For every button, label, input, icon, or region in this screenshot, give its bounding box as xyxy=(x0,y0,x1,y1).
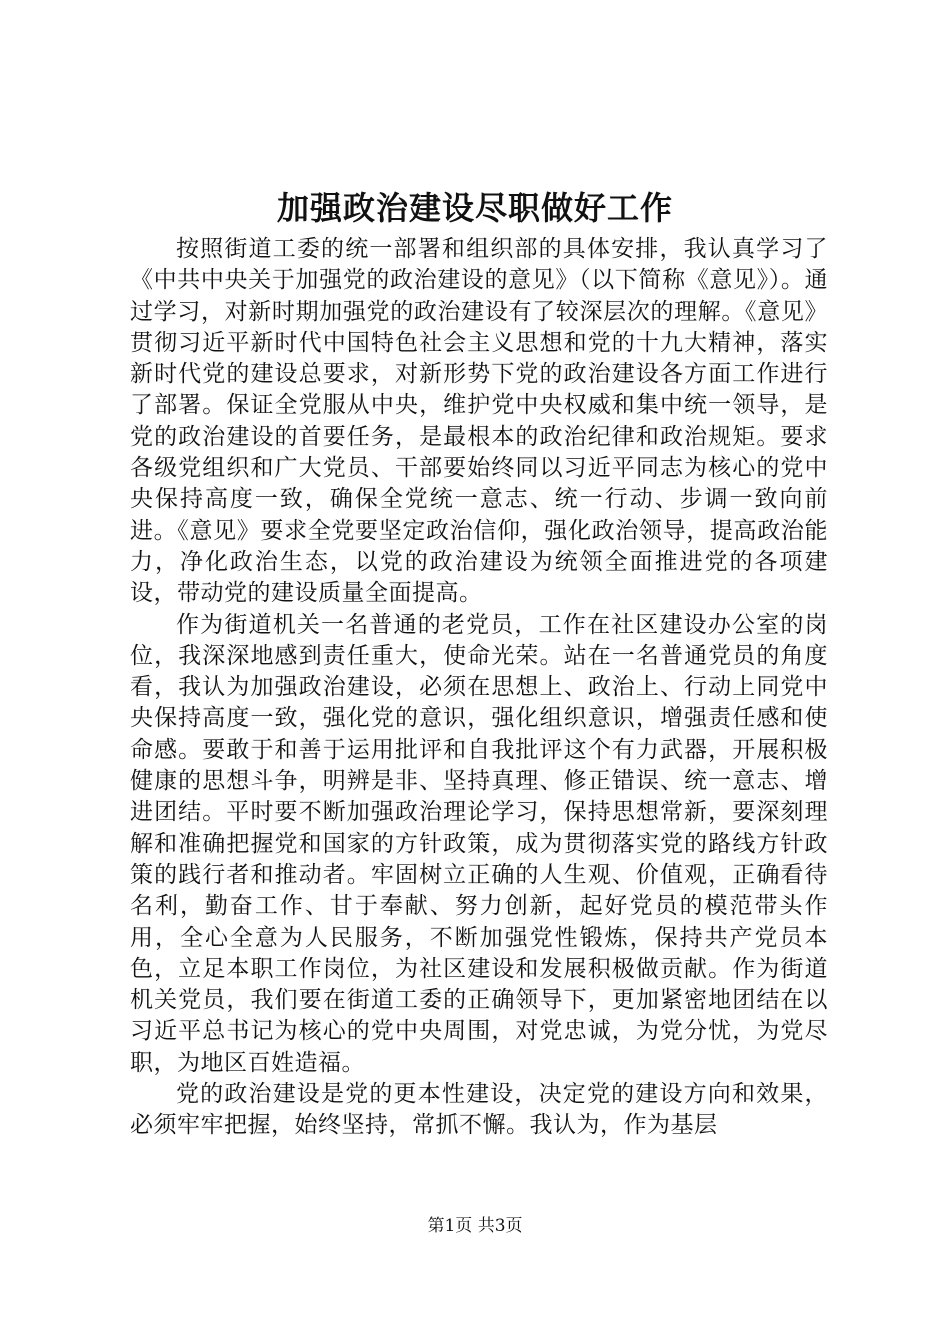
paragraph-1: 按照街道工委的统一部署和组织部的具体安排，我认真学习了《中共中央关于加强党的政治建设的意见》（以下简称《意见》）。通过学习，对新时期加强党的政治建设有了较深层次的理解。《意见》贯彻习近平新时代中国特色社会主义思想和党的十九大精神，落实新时代党的建设总要求，对新形势下党的政治建设各方面工作进行了部署。保证全党服从中央，维护党中央权威和集中统一领导，是党的政治建设的首要任务，是最根本的政治纪律和政治规矩。要求各级党组织和广大党员、干部要始终同以习近平同志为核心的党中央保持高度一致，确保全党统一意志、统一行动、步调一致向前进。《意见》要求全党要坚定政治信仰，强化政治领导，提高政治能力，净化政治生态，以党的政治建设为统领全面推进党的各项建设，带动党的建设质量全面提高。 xyxy=(130,236,828,607)
page-number: 第1页 xyxy=(427,1216,473,1236)
paragraph-3: 党的政治建设是党的更本性建设，决定党的建设方向和效果，必须牢牢把握，始终坚持，常抓不懈。我认为，作为基层 xyxy=(130,1081,828,1139)
paragraph-2: 作为街道机关一名普通的老党员，工作在社区建设办公室的岗位，我深深地感到责任重大，使命光荣。站在一名普通党员的角度看，我认为加强政治建设，必须在思想上、政治上、行动上同党中央保持高度一致，强化党的意识，强化组织意识，增强责任感和使命感。要敢于和善于运用批评和自我批评这个有力武器，开展积极健康的思想斗争，明辨是非、坚持真理、修正错误、统一意志、增进团结。平时要不断加强政治理论学习，保持思想常新，要深刻理解和准确把握党和国家的方针政策，成为贯彻落实党的路线方针政策的践行者和推动者。牢固树立正确的人生观、价值观，正确看待名利，勤奋工作、甘于奉献、努力创新，起好党员的模范带头作用，全心全意为人民服务，不断加强党性锻炼，保持共产党员本色，立足本职工作岗位，为社区建设和发展积极做贡献。作为街道机关党员，我们要在街道工委的正确领导下，更加紧密地团结在以习近平总书记为核心的党中央周围，对党忠诚，为党分忧，为党尽职，为地区百姓造福。 xyxy=(130,611,828,1076)
page-total: 共3页 xyxy=(477,1216,523,1236)
document-body xyxy=(130,234,828,1142)
document-title: 加强政治建设尽职做好工作 xyxy=(276,189,673,227)
page-footer xyxy=(0,1214,950,1238)
